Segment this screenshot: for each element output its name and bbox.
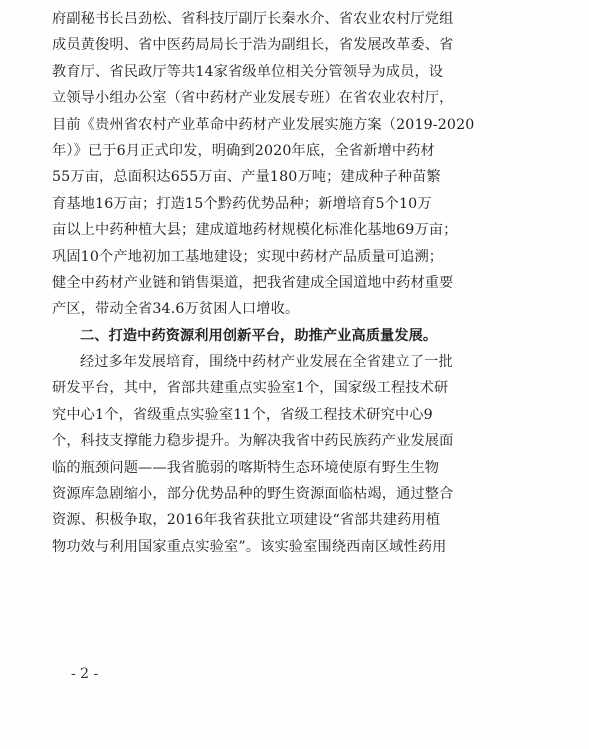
paragraph-line: 究中心1个，省级重点实验室11个，省级工程技术研究中心9	[52, 406, 433, 423]
paragraph-line: 产区，带动全省34.6万贫困人口增收。	[52, 301, 300, 318]
paragraph-line: 临的瓶颈问题——我省脆弱的喀斯特生态环境使原有野生生物	[52, 459, 440, 476]
paragraph-line: 物功效与利用国家重点实验室”。该实验室围绕西南区域性药用	[52, 538, 447, 555]
page-number: - 2 -	[71, 666, 99, 682]
paragraph-line: 资源、积极争取，2016年我省获批立项建设“省部共建药用植	[52, 512, 441, 529]
paragraph-line: 经过多年发展培育，围绕中药材产业发展在全省建立了一批	[80, 354, 453, 371]
paragraph-line: 个，科技支撑能力稳步提升。为解决我省中药民族药产业发展面	[52, 433, 454, 450]
paragraph-line: 研发平台，其中，省部共建重点实验室1个，国家级工程技术研	[52, 380, 449, 397]
paragraph-1	[52, 6, 514, 323]
paragraph-2	[52, 349, 514, 560]
paragraph-line: 府副秘书长吕劲松、省科技厅副厅长秦水介、省农业农村厅党组	[52, 11, 454, 27]
paragraph-line: 教育厅、省民政厅等共14家省级单位相关分管领导为成员，设	[52, 63, 444, 80]
paragraph-line: 育基地16万亩；打造15个黔药优势品种；新增培育5个10万	[52, 195, 432, 212]
paragraph-line: 巩固10个产地初加工基地建设；实现中药材产品质量可追溯；	[52, 248, 444, 265]
paragraph-line: 资源库急剧缩小，部分优势品种的野生资源面临枯竭，通过整合	[52, 486, 454, 503]
paragraph-line: 成员黄俊明、省中医药局局长于浩为副组长，省发展改革委、省	[52, 37, 454, 54]
paragraph-line: 55万亩，总面积达655万亩、产量180万吨；建成种子种苗繁	[52, 169, 441, 186]
paragraph-line: 目前《贵州省农村产业革命中药材产业发展实施方案（2019-2020	[52, 116, 475, 133]
paragraph-line: 立领导小组办公室（省中药材产业发展专班）在省农业农村厅，	[52, 90, 454, 107]
paragraph-line: 年）》已于6月正式印发，明确到2020年底，全省新增中药材	[52, 142, 435, 159]
paragraph-line: 健全中药材产业链和销售渠道，把我省建成全国道地中药材重要	[52, 274, 454, 291]
document-body	[52, 6, 514, 560]
section-heading: 二、打造中药资源利用创新平台，助推产业高质量发展。	[80, 327, 438, 344]
paragraph-line: 亩以上中药种植大县；建成道地药材规模化标准化基地69万亩；	[52, 222, 458, 239]
